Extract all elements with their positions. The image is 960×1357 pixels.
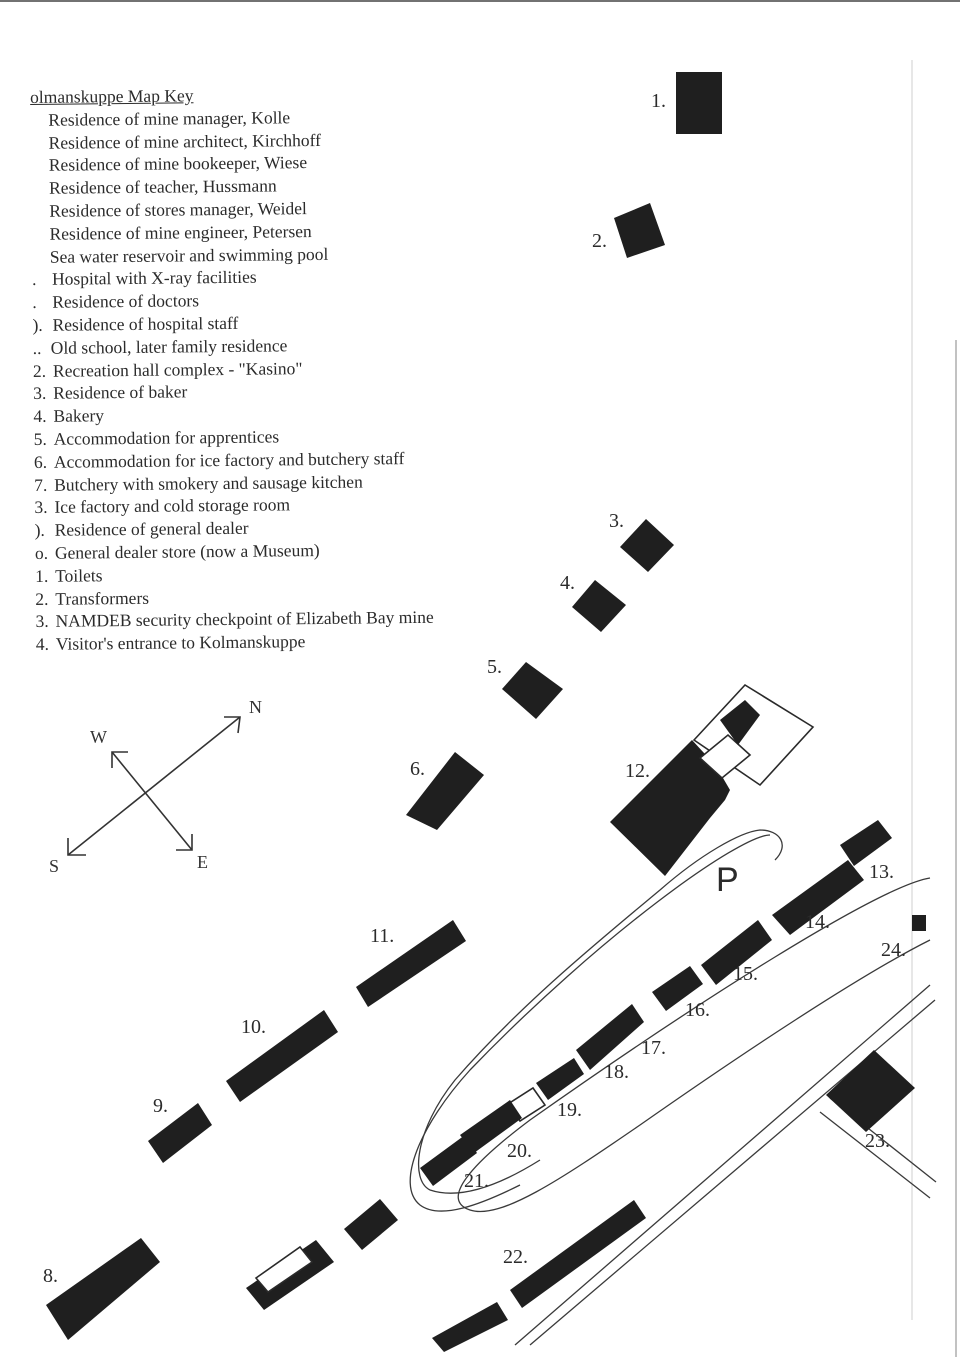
map-key-number: . xyxy=(32,292,37,313)
building-13 xyxy=(840,820,892,866)
label-18: 18. xyxy=(604,1061,629,1083)
label-13: 13. xyxy=(869,861,894,883)
building-8 xyxy=(46,1238,160,1340)
map-key-text: Ice factory and cold storage room xyxy=(54,494,291,518)
compass-we-line xyxy=(112,752,192,850)
label-19: 19. xyxy=(557,1099,582,1121)
map-key-number: ). xyxy=(32,314,43,335)
compass-e-label: E xyxy=(197,852,208,872)
map-key-number: 7. xyxy=(34,474,48,495)
building-unnumbered-a xyxy=(344,1199,398,1250)
map-key-text: Bakery xyxy=(53,405,105,426)
building-5 xyxy=(502,662,563,719)
label-9: 9. xyxy=(153,1095,168,1117)
map-key-number: ). xyxy=(34,520,45,541)
building-18 xyxy=(536,1058,584,1100)
map-key-text: Old school, later family residence xyxy=(50,335,288,358)
map-key-text: Residence of hospital staff xyxy=(52,312,239,335)
building-3 xyxy=(620,519,674,572)
map-key-number: o. xyxy=(34,542,49,563)
map-key-text: General dealer store (now a Museum) xyxy=(54,539,320,563)
building-22 xyxy=(510,1200,646,1308)
map-key-text: Hospital with X-ray facilities xyxy=(51,267,257,290)
map-key-number: 3. xyxy=(34,497,48,518)
building-1 xyxy=(676,72,722,134)
building-2 xyxy=(614,203,665,258)
label-16: 16. xyxy=(685,999,710,1021)
map-key-text: Residence of mine bookeeper, Wiese xyxy=(48,152,308,176)
map-key-number: 1. xyxy=(35,565,49,586)
compass-rose xyxy=(49,697,262,876)
label-10: 10. xyxy=(241,1016,266,1038)
map-key-number: .. xyxy=(32,337,42,358)
label-17: 17. xyxy=(641,1037,666,1059)
building-22-extension xyxy=(432,1302,508,1352)
compass-n-label: N xyxy=(249,697,262,717)
label-1: 1. xyxy=(651,90,666,112)
building-24 xyxy=(912,915,926,931)
parking-label: P xyxy=(716,861,739,899)
map-key-text: Toilets xyxy=(55,565,103,586)
label-5: 5. xyxy=(487,656,502,678)
building-4 xyxy=(572,580,626,632)
map-key-text: Visitor's entrance to Kolmanskuppe xyxy=(55,631,306,654)
map-key-text: Residence of teacher, Hussmann xyxy=(48,175,277,198)
label-22: 22. xyxy=(503,1246,528,1268)
map-key-text: Residence of mine engineer, Petersen xyxy=(49,220,312,244)
map-key-text: Recreation hall complex - "Kasino" xyxy=(52,357,303,381)
map-key-text: Sea water reservoir and swimming pool xyxy=(49,243,329,267)
label-24: 24. xyxy=(881,939,906,961)
label-14: 14. xyxy=(805,911,830,933)
service-road-1 xyxy=(515,985,930,1345)
map-key-text: Transformers xyxy=(55,587,150,609)
building-23 xyxy=(826,1050,915,1132)
map-key-text: Residence of mine manager, Kolle xyxy=(48,107,291,130)
label-8: 8. xyxy=(43,1265,58,1287)
map-key-text: Residence of general dealer xyxy=(54,517,249,540)
map-key-number: 5. xyxy=(33,428,47,449)
map-key-number: 3. xyxy=(35,611,49,632)
map-key-number: 4. xyxy=(33,406,47,427)
label-6: 6. xyxy=(410,758,425,780)
map-key-number: 4. xyxy=(35,633,50,655)
buildings xyxy=(46,72,926,1352)
map-key-number: . xyxy=(31,269,37,290)
label-3: 3. xyxy=(609,510,624,532)
map-key-text: Accommodation for ice factory and butchery staff xyxy=(53,447,405,472)
compass-s-label: S xyxy=(49,856,60,876)
label-23: 23. xyxy=(865,1130,890,1152)
label-12: 12. xyxy=(625,760,650,782)
map-key-title: olmanskuppe Map Key xyxy=(30,85,194,107)
map-key-text: Residence of doctors xyxy=(52,290,200,312)
label-4: 4. xyxy=(560,572,575,594)
label-20: 20. xyxy=(507,1140,532,1162)
map-key-number: 3. xyxy=(33,383,47,404)
map-key-text: Butchery with smokery and sausage kitchen xyxy=(54,471,363,495)
map-key-text: NAMDEB security checkpoint of Elizabeth Bay mine xyxy=(55,607,434,632)
label-21: 21. xyxy=(464,1170,489,1192)
map-key-text: Accommodation for apprentices xyxy=(53,426,280,449)
map-key-text: Residence of stores manager, Weidel xyxy=(49,198,307,221)
compass-w-label: W xyxy=(90,727,107,747)
label-15: 15. xyxy=(733,963,758,985)
label-11: 11. xyxy=(370,925,395,947)
label-2: 2. xyxy=(592,230,607,252)
map-key-number: 6. xyxy=(33,451,48,472)
map-labels xyxy=(43,90,906,1287)
map-key-text: Residence of mine architect, Kirchhoff xyxy=(48,129,321,153)
map-key-number: 2. xyxy=(32,360,47,381)
map-key-number: 2. xyxy=(35,588,49,609)
map-key-text: Residence of baker xyxy=(53,381,188,404)
checkpoint-road-2 xyxy=(820,1112,930,1198)
